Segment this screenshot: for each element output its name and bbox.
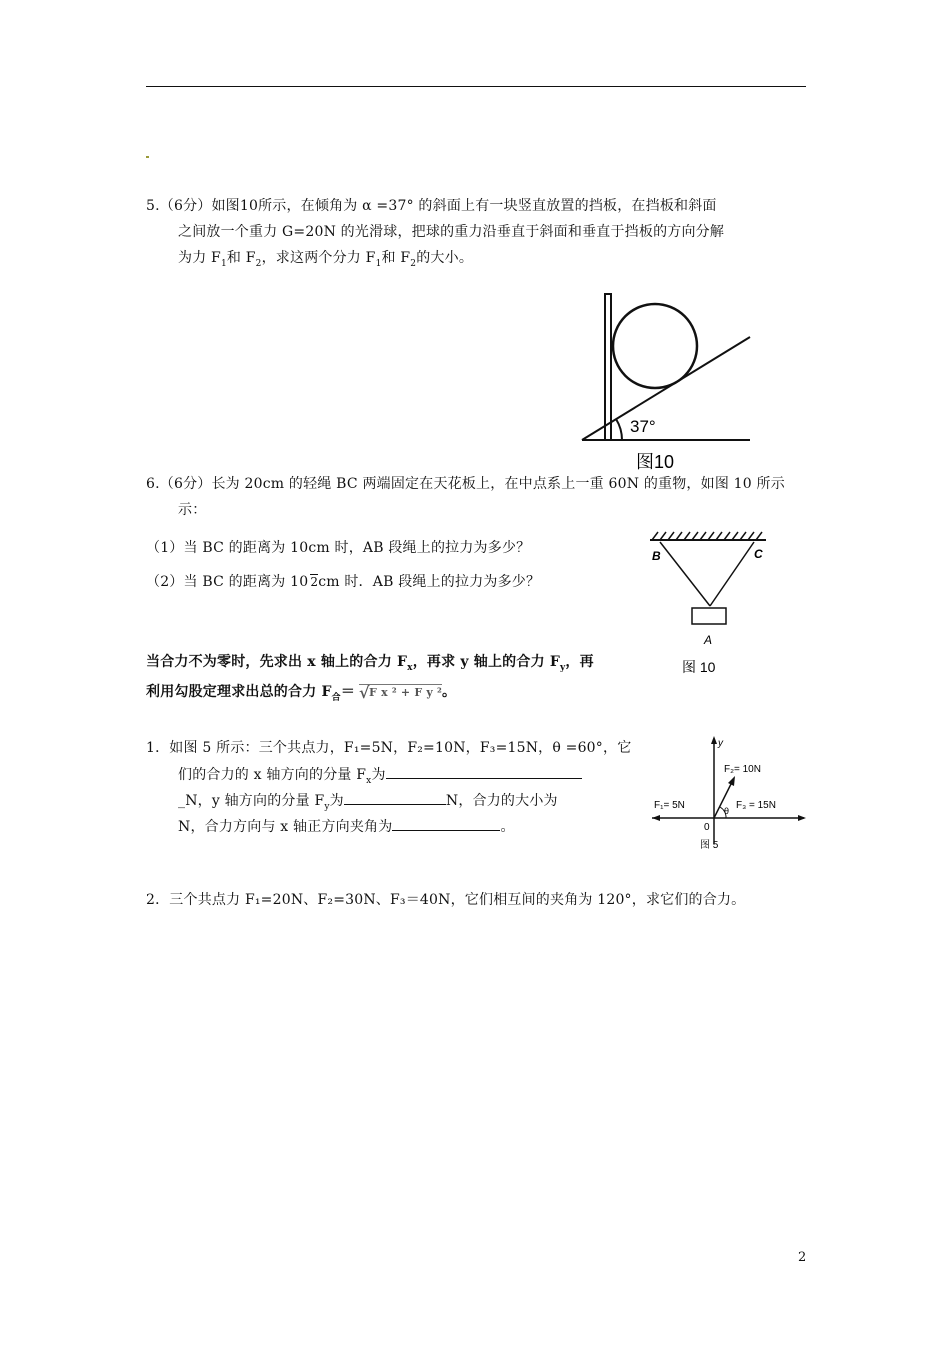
q5-sub: 2	[410, 258, 417, 269]
answer-blank-fx[interactable]	[386, 764, 582, 779]
q1-line-4	[178, 816, 515, 837]
q6-text: （2）当 BC 的距离为 10	[146, 574, 309, 590]
note-text: ＝	[340, 684, 356, 700]
rope-right	[710, 542, 754, 606]
stray-mark	[146, 156, 149, 158]
f1-arrow	[652, 815, 660, 821]
figure-rope-weight	[644, 528, 774, 678]
q6-line-1: 6.（6分）长为 20cm 的轻绳 BC 两端固定在天花板上，在中点系上一重 60N 的重物，如图 10 所示	[146, 476, 785, 492]
q5-sub: 1	[375, 258, 382, 269]
figure-incline-ball	[578, 288, 760, 474]
angle-arc	[616, 419, 622, 440]
q6-part-2	[146, 572, 540, 592]
q6-part-1: （1）当 BC 的距离为 10cm 时，AB 段绳上的拉力为多少？	[146, 540, 531, 556]
q6-text: cm 时．AB 段绳上的拉力为多少？	[318, 574, 541, 590]
weight-box	[692, 608, 726, 624]
note-text: 利用勾股定理求出总的合力 F	[146, 684, 332, 700]
q5-sub: 2	[255, 258, 262, 269]
ceiling-hatch	[652, 532, 762, 540]
note-sub: 合	[331, 692, 341, 703]
incline-line	[582, 337, 750, 440]
ball	[613, 304, 697, 388]
figure-caption: 图 10	[682, 659, 716, 675]
angle-label: 37°	[630, 417, 656, 436]
q1-text: 。	[500, 819, 515, 835]
y-axis-arrow	[711, 736, 717, 744]
page-number: 2	[798, 1250, 807, 1265]
q6-line-2: 示：	[178, 502, 207, 518]
barrier-board	[605, 294, 611, 440]
q1-line-1: 1．如图 5 所示：三个共点力，F₁=5N，F₂=10N，F₃=15N，θ =60°，它	[146, 740, 632, 756]
q1-sub: y	[324, 801, 330, 812]
q5-text: ，求这两个分力 F	[261, 250, 376, 266]
formula-sqrt: √ F x ² + F y ²	[359, 683, 443, 702]
answer-blank-angle[interactable]	[392, 816, 500, 831]
figure-force-axes	[648, 734, 810, 852]
note-sub: y	[559, 662, 566, 673]
sqrt-value: 2	[310, 575, 319, 589]
label-theta: θ	[724, 806, 730, 816]
q1-text: N，合力方向与 x 轴正方向夹角为	[178, 819, 393, 835]
label-c: C	[754, 547, 763, 561]
note-line-1	[146, 652, 594, 678]
q5-line-1: 5.（6分）如图10所示，在倾角为 α =37° 的斜面上有一块竖直放置的挡板，在挡板和斜面	[146, 198, 717, 214]
note-line-2	[146, 682, 456, 708]
f2-arrow	[728, 776, 735, 786]
q5-sub: 1	[220, 258, 227, 269]
header-rule	[146, 86, 806, 87]
rope-left	[660, 542, 710, 606]
q1-line-2	[178, 764, 582, 791]
f3-arrow	[798, 815, 806, 821]
figure-caption: 图10	[636, 452, 675, 472]
q1-sub: x	[366, 775, 372, 786]
q1-text: 为	[371, 767, 386, 783]
label-f1: F₁= 5N	[654, 800, 685, 811]
q5-text: 为力 F	[178, 250, 221, 266]
formula-text: F x ² + F y ²	[369, 686, 443, 699]
label-y: y	[718, 738, 723, 749]
note-sub: x	[407, 662, 413, 673]
note-text: 当合力不为零时，先求出 x 轴上的合力 F	[146, 654, 408, 670]
q2-line: 2．三个共点力 F₁=20N、F₂=30N、F₃＝40N，它们相互间的夹角为 120°，求它们的合力。	[146, 892, 746, 908]
q1-text: 们的合力的 x 轴方向的分量 F	[178, 767, 367, 783]
q5-text: 和 F	[226, 250, 256, 266]
q5-line-3	[178, 248, 473, 274]
label-origin: 0	[704, 822, 710, 833]
q1-text: N，合力的大小为	[445, 793, 558, 809]
q5-text: 和 F	[381, 250, 411, 266]
note-text: ，再求 y 轴上的合力 F	[412, 654, 560, 670]
figure-caption: 图 5	[700, 840, 719, 851]
q1-line-3	[178, 790, 558, 817]
label-a: A	[704, 633, 713, 647]
label-f3: F₃ = 15N	[736, 800, 776, 811]
note-text: 。	[442, 684, 457, 700]
answer-blank-fy[interactable]	[344, 790, 446, 805]
q5-line-2: 之间放一个重力 G=20N 的光滑球，把球的重力沿垂直于斜面和垂直于挡板的方向分解	[178, 224, 725, 240]
label-f2: F₂= 10N	[724, 764, 761, 775]
note-text: ，再	[565, 654, 594, 670]
q1-text: 为	[329, 793, 344, 809]
q1-text: _N，y 轴方向的分量 F	[178, 793, 325, 809]
q5-text: 的大小。	[416, 250, 474, 266]
label-b: B	[652, 549, 661, 563]
